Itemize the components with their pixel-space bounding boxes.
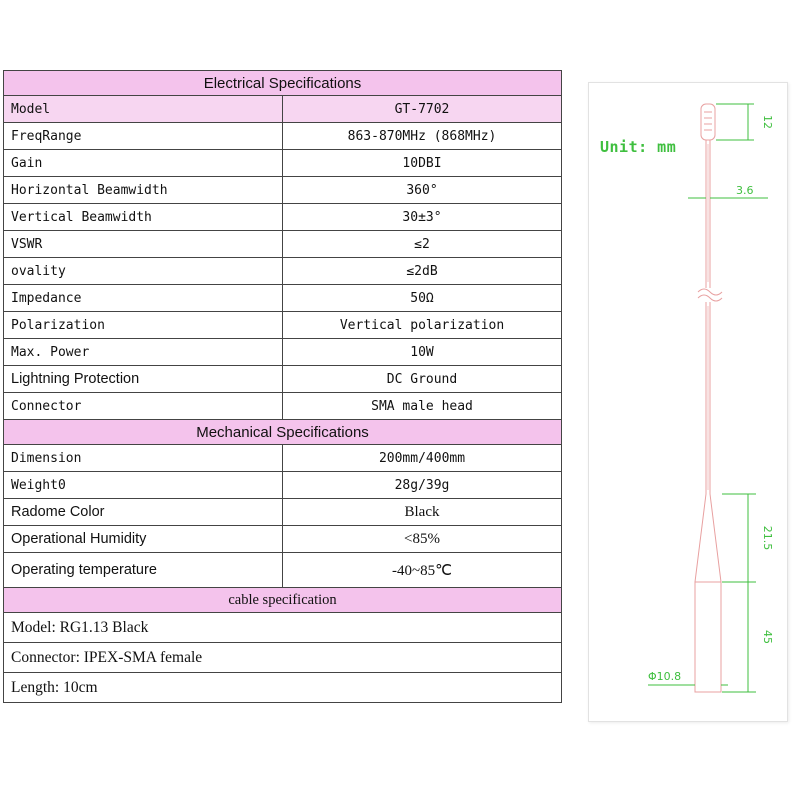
spec-label: Horizontal Beamwidth bbox=[4, 177, 283, 204]
spec-label: VSWR bbox=[4, 231, 283, 258]
cable-spec-text: Connector: IPEX-SMA female bbox=[4, 643, 562, 673]
spec-label: FreqRange bbox=[4, 123, 283, 150]
mechanical-header: Mechanical Specifications bbox=[4, 420, 562, 445]
spec-value: 863-870MHz (868MHz) bbox=[283, 123, 562, 150]
spec-row bbox=[4, 445, 562, 472]
spec-row bbox=[4, 285, 562, 312]
spec-row bbox=[4, 472, 562, 499]
spec-value: <85% bbox=[283, 526, 562, 553]
dim-taper-label: 21.5 bbox=[761, 525, 774, 551]
spec-label: Gain bbox=[4, 150, 283, 177]
cable-spec-text: Length: 10cm bbox=[4, 673, 562, 703]
antenna-outline-svg bbox=[588, 82, 800, 722]
spec-value: Vertical polarization bbox=[283, 312, 562, 339]
spec-row bbox=[4, 499, 562, 526]
spec-row bbox=[4, 177, 562, 204]
spec-value: 30±3° bbox=[283, 204, 562, 231]
spec-label: Radome Color bbox=[4, 499, 283, 526]
spec-label: Lightning Protection bbox=[4, 366, 283, 393]
spec-row bbox=[4, 393, 562, 420]
spec-label: ovality bbox=[4, 258, 283, 285]
spec-label: Vertical Beamwidth bbox=[4, 204, 283, 231]
cable-row bbox=[4, 613, 562, 643]
spec-value: 10W bbox=[283, 339, 562, 366]
spec-row bbox=[4, 204, 562, 231]
cable-header-row bbox=[4, 588, 562, 613]
cable-header: cable specification bbox=[4, 588, 562, 613]
dim-rod-label: 3.6 bbox=[736, 184, 754, 197]
spec-label: Model bbox=[4, 96, 283, 123]
spec-value: DC Ground bbox=[283, 366, 562, 393]
spec-value: 28g/39g bbox=[283, 472, 562, 499]
spec-label: Connector bbox=[4, 393, 283, 420]
spec-value: 50Ω bbox=[283, 285, 562, 312]
spec-row bbox=[4, 526, 562, 553]
dim-diameter-label: Φ10.8 bbox=[648, 670, 682, 683]
cable-spec-text: Model: RG1.13 Black bbox=[4, 613, 562, 643]
spec-value: ≤2 bbox=[283, 231, 562, 258]
spec-value: 360° bbox=[283, 177, 562, 204]
spec-label: Operating temperature bbox=[4, 553, 283, 588]
spec-label: Max. Power bbox=[4, 339, 283, 366]
spec-row bbox=[4, 258, 562, 285]
spec-label: Polarization bbox=[4, 312, 283, 339]
spec-value: 200mm/400mm bbox=[283, 445, 562, 472]
spec-row bbox=[4, 366, 562, 393]
spec-label: Weight0 bbox=[4, 472, 283, 499]
unit-label: Unit: mm bbox=[600, 138, 677, 156]
electrical-header: Electrical Specifications bbox=[4, 71, 562, 96]
spec-row bbox=[4, 96, 562, 123]
cable-row bbox=[4, 643, 562, 673]
spec-label: Dimension bbox=[4, 445, 283, 472]
dim-base-label: 45 bbox=[761, 630, 774, 644]
spec-row bbox=[4, 123, 562, 150]
dim-top-label: 12 bbox=[761, 115, 774, 129]
spec-row bbox=[4, 150, 562, 177]
spec-row bbox=[4, 231, 562, 258]
spec-label: Operational Humidity bbox=[4, 526, 283, 553]
spec-row bbox=[4, 312, 562, 339]
spec-value: GT-7702 bbox=[283, 96, 562, 123]
spec-table bbox=[3, 70, 562, 703]
cable-row bbox=[4, 673, 562, 703]
electrical-header-row bbox=[4, 71, 562, 96]
spec-label: Impedance bbox=[4, 285, 283, 312]
antenna-base bbox=[695, 494, 721, 692]
mechanical-header-row bbox=[4, 420, 562, 445]
antenna-drawing bbox=[588, 82, 800, 722]
antenna-tip bbox=[701, 104, 715, 140]
spec-row bbox=[4, 339, 562, 366]
spec-value: SMA male head bbox=[283, 393, 562, 420]
spec-value: 10DBI bbox=[283, 150, 562, 177]
spec-value: Black bbox=[283, 499, 562, 526]
spec-value: ≤2dB bbox=[283, 258, 562, 285]
spec-row bbox=[4, 553, 562, 588]
break-mark bbox=[698, 289, 722, 295]
spec-value: -40~85℃ bbox=[283, 553, 562, 588]
